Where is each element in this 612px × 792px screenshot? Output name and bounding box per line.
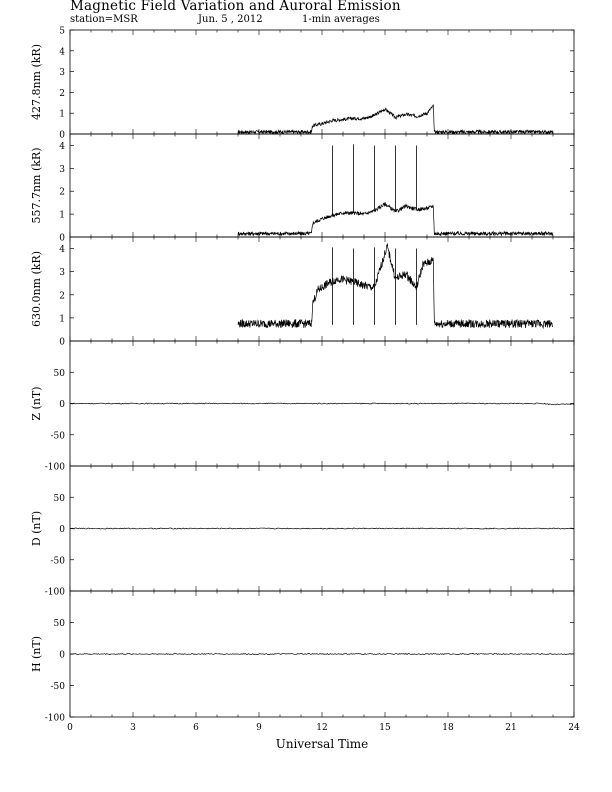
y-axis-label-1: 427.8nm (kR): [30, 43, 43, 121]
y-tick-label: 3: [59, 68, 65, 79]
x-tick-label: 15: [379, 723, 391, 733]
x-tick-label: 0: [67, 723, 73, 733]
y-tick-label: 3: [59, 164, 65, 175]
panel-frame-1: [70, 30, 574, 134]
series-line-4: [70, 403, 574, 405]
y-axis-label-3: 630.0nm (kR): [30, 250, 43, 328]
y-tick-label: -100: [44, 587, 65, 598]
x-tick-label: 6: [193, 723, 199, 733]
y-tick-label: 1: [59, 314, 65, 325]
y-tick-label: 0: [59, 650, 65, 661]
y-axis-label-6: H (nT): [30, 635, 43, 673]
y-tick-label: 1: [59, 109, 65, 120]
y-tick-label: 4: [59, 141, 65, 152]
x-tick-label: 3: [130, 723, 136, 733]
averaging-label: 1-min averages: [302, 14, 380, 25]
y-tick-label: 50: [53, 619, 65, 629]
series-line-5: [70, 528, 574, 529]
y-tick-label: 0: [59, 525, 65, 535]
y-tick-label: 0: [59, 337, 65, 348]
y-tick-label: -100: [44, 462, 65, 473]
y-tick-label: 5: [59, 26, 65, 37]
x-tick-label: 12: [316, 723, 328, 733]
chart-title: Magnetic Field Variation and Auroral Emission: [70, 0, 401, 14]
series-line-6: [70, 654, 574, 655]
y-tick-label: 0: [59, 400, 65, 410]
x-tick-label: 24: [568, 723, 580, 733]
y-axis-label-4: Z (nT): [30, 386, 43, 421]
y-tick-label: 3: [59, 268, 65, 279]
y-tick-label: 50: [53, 368, 65, 379]
x-tick-label: 9: [256, 723, 262, 733]
y-tick-label: 0: [59, 130, 65, 141]
y-tick-label: 4: [59, 245, 65, 256]
y-tick-label: 1: [59, 210, 65, 221]
series-line-1: [238, 104, 553, 133]
y-tick-label: -50: [50, 556, 65, 567]
y-tick-label: -50: [50, 682, 65, 692]
y-tick-label: -100: [44, 713, 65, 724]
y-tick-label: 2: [59, 88, 65, 99]
station-label: station=MSR: [70, 14, 138, 25]
x-tick-label: 18: [442, 723, 454, 733]
y-axis-label-2: 557.7nm (kR): [30, 147, 43, 224]
y-tick-label: 0: [59, 233, 65, 244]
x-tick-label: 21: [505, 723, 517, 733]
y-tick-label: 2: [59, 291, 65, 302]
y-tick-label: 50: [53, 493, 65, 504]
y-axis-label-5: D (nT): [30, 510, 43, 547]
panel-frame-2: [70, 134, 574, 237]
y-tick-label: 4: [59, 47, 65, 58]
x-axis-label: Universal Time: [275, 737, 369, 751]
date-label: Jun. 5 , 2012: [198, 14, 263, 25]
y-tick-label: -50: [50, 431, 65, 442]
y-tick-label: 2: [59, 187, 65, 198]
